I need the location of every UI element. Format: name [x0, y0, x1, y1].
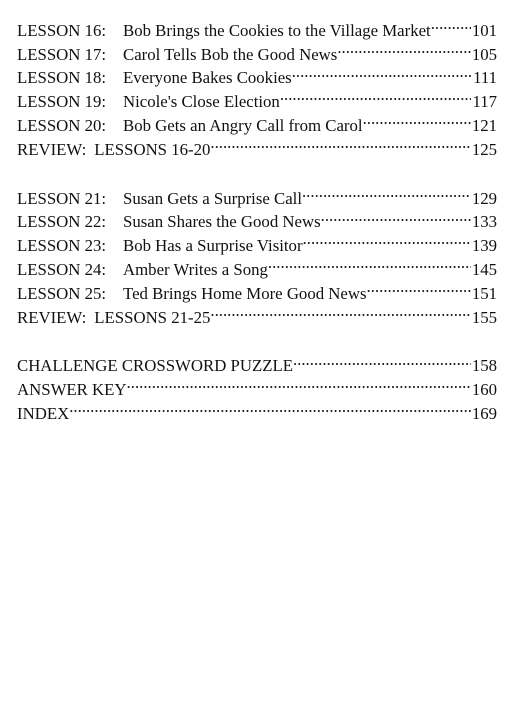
dot-leader	[210, 299, 470, 323]
toc-entry-title: Amber Writes a Song	[123, 259, 268, 279]
toc-entry-label: LESSON 19:	[17, 92, 107, 112]
dot-leader	[431, 12, 471, 36]
dot-leader	[280, 83, 472, 107]
toc-entry-label: LESSON 25:	[17, 283, 107, 303]
toc-entry-title: Bob Brings the Cookies to the Village Market	[123, 20, 431, 40]
toc-entry-title: Susan Gets a Surprise Call	[123, 188, 302, 208]
toc-entry-title: Bob Has a Surprise Visitor	[123, 236, 303, 256]
dot-leader	[210, 131, 470, 155]
toc-entry-title: Bob Gets an Angry Call from Carol	[123, 115, 363, 135]
toc-group-back-matter	[17, 348, 497, 423]
toc-entry-index[interactable]	[17, 395, 497, 423]
dot-leader	[302, 180, 471, 204]
dot-leader	[367, 275, 471, 299]
toc-entry-page: 145	[471, 259, 497, 279]
toc-entry-page: 155	[471, 307, 497, 327]
toc-entry-title: ANSWER KEY	[17, 380, 127, 400]
toc-entry-title: Ted Brings Home More Good News	[123, 283, 367, 303]
dot-leader	[321, 204, 471, 228]
dot-leader	[337, 36, 471, 60]
toc-entry-title: Carol Tells Bob the Good News	[123, 44, 338, 64]
toc-entry-title: CHALLENGE CROSSWORD PUZZLE	[17, 356, 293, 376]
toc-entry-title: Nicole's Close Election	[123, 92, 280, 112]
toc-entry-page: 105	[471, 44, 497, 64]
toc-entry-label: LESSON 24:	[17, 259, 107, 279]
toc-entry[interactable]	[17, 12, 497, 40]
toc-entry-page: 151	[471, 283, 497, 303]
dot-leader	[303, 227, 471, 251]
toc-entry-page: 101	[471, 20, 497, 40]
toc-entry-label: LESSON 23:	[17, 236, 107, 256]
dot-leader	[363, 107, 471, 131]
dot-leader	[69, 395, 471, 419]
toc-entry-page: 160	[471, 380, 497, 400]
toc-entry-label: LESSON 18:	[17, 68, 107, 88]
toc-entry-title: INDEX	[17, 403, 70, 423]
toc-entry-title: Susan Shares the Good News	[123, 212, 321, 232]
toc-entry-page: 129	[471, 188, 497, 208]
toc-entry-page: 111	[473, 68, 497, 88]
table-of-contents	[17, 12, 497, 423]
toc-entry-page: 169	[471, 403, 497, 423]
dot-leader	[293, 348, 471, 372]
toc-entry-page: 133	[471, 212, 497, 232]
toc-entry-page: 117	[472, 92, 497, 112]
dot-leader	[268, 251, 471, 275]
toc-entry-page: 121	[471, 115, 497, 135]
toc-entry[interactable]	[17, 180, 497, 208]
toc-entry-page: 125	[471, 139, 497, 159]
toc-entry-label: LESSON 17:	[17, 44, 107, 64]
toc-entry-label: REVIEW:	[17, 307, 87, 327]
toc-group-lessons-21-25	[17, 180, 497, 327]
toc-entry-page: 158	[471, 356, 497, 376]
dot-leader	[127, 371, 471, 395]
toc-entry-title: Everyone Bakes Cookies	[123, 68, 292, 88]
toc-entry-title: LESSONS 21-25	[94, 307, 211, 327]
toc-entry-label: LESSON 21:	[17, 188, 107, 208]
toc-entry-crossword[interactable]	[17, 348, 497, 376]
dot-leader	[292, 60, 472, 84]
toc-entry-label: LESSON 16:	[17, 20, 107, 40]
toc-entry-label: REVIEW:	[17, 139, 87, 159]
toc-group-lessons-16-20	[17, 12, 497, 159]
toc-entry-label: LESSON 22:	[17, 212, 107, 232]
toc-entry-title: LESSONS 16-20	[94, 139, 211, 159]
toc-entry-label: LESSON 20:	[17, 115, 107, 135]
toc-entry-page: 139	[471, 236, 497, 256]
